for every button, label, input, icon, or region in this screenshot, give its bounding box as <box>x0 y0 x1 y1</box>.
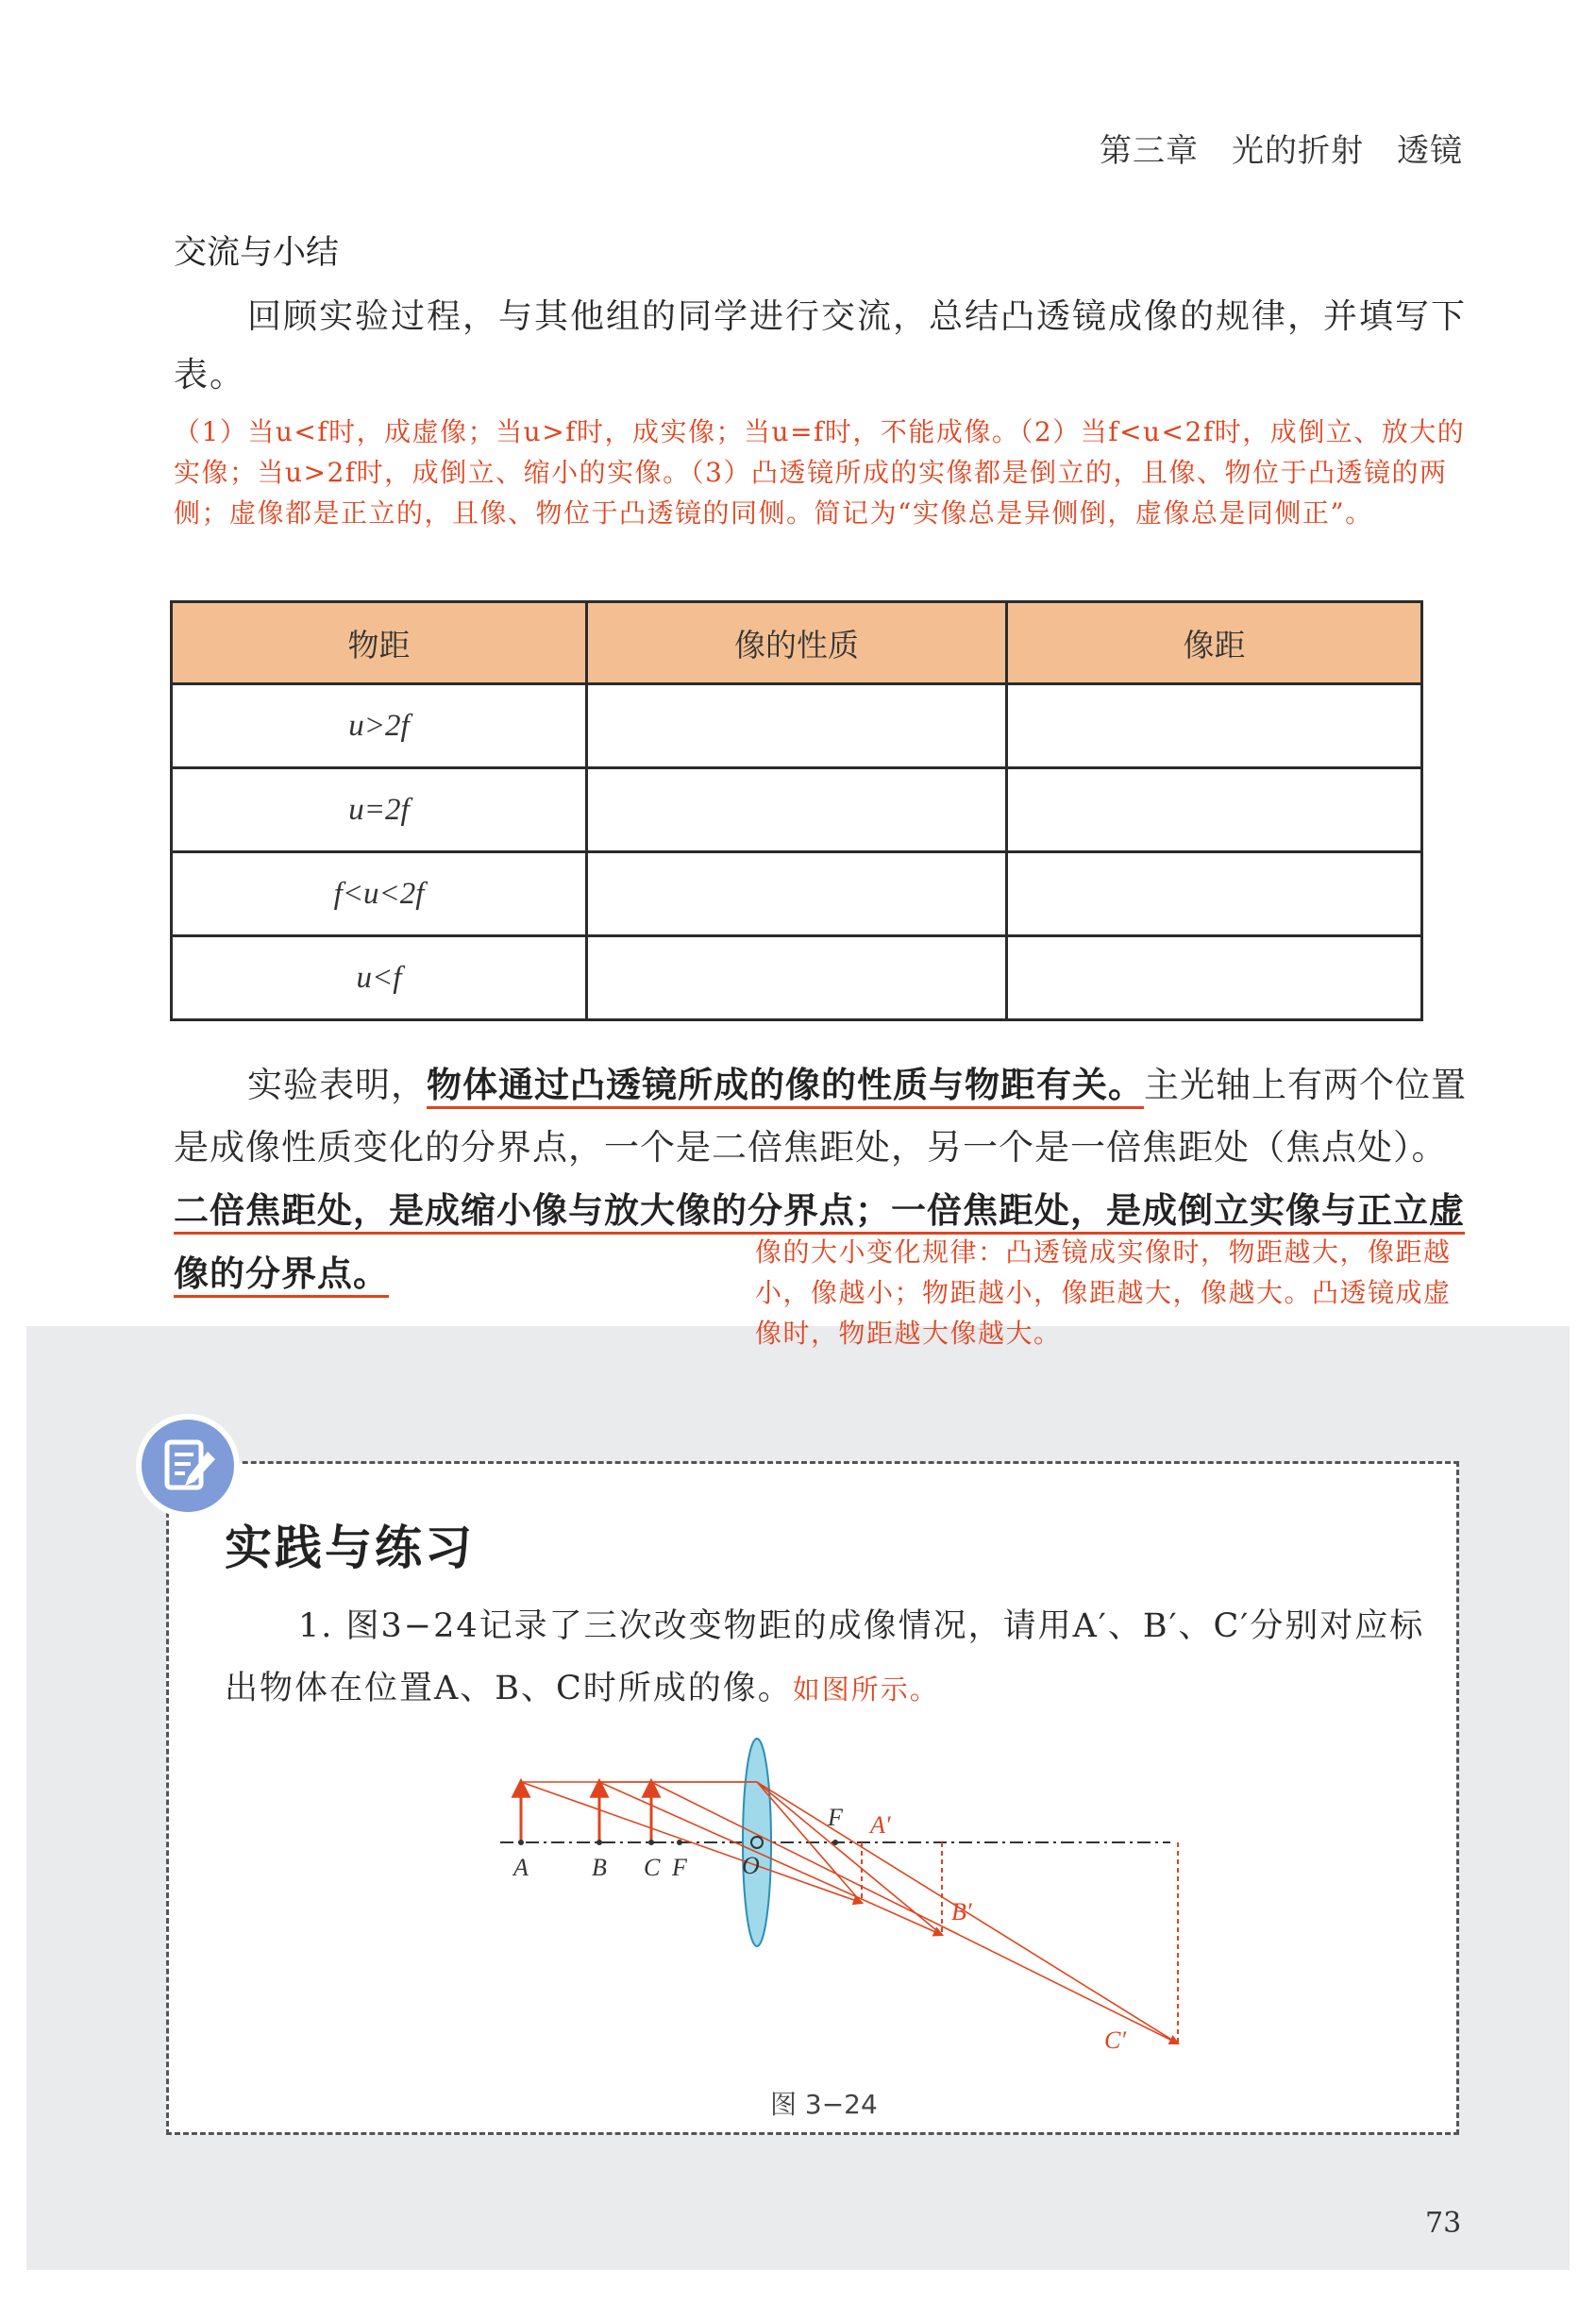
convex-lens-diagram <box>500 1737 1180 2080</box>
cell-image-nature[interactable] <box>587 768 1007 852</box>
cell-image-distance[interactable] <box>1007 684 1422 768</box>
label-B-prime: B′ <box>951 1898 972 1925</box>
label-C: C <box>644 1854 661 1881</box>
table-row <box>172 684 1422 768</box>
handwritten-note-summary: （1）当u<f时，成虚像；当u>f时，成实像；当u=f时，不能成像。（2）当f<u<2f时，成倒立、放大的实像；当u>2f时，成倒立、缩小的实像。（3）凸透镜所成的实像都是倒立的，且像、物位于凸透镜的两侧；虚像都是正立的，且像、物位于凸透镜的同侧。简记为“实像总是异侧倒，虚像总是同侧正”。 <box>174 416 1466 529</box>
page-number: 73 <box>1425 2207 1462 2240</box>
label-O: O <box>742 1852 760 1879</box>
convex-lens <box>743 1739 771 1946</box>
underlined-conclusion: 物体通过凸透镜所成的像的性质与物距有关。 <box>427 1064 1144 1105</box>
practice-title: 实践与练习 <box>225 1520 475 1575</box>
conclusion-middle: 主光轴上有两个位置是成像性质变化的分界点，一个是二倍焦距处，另一个是一倍焦距处（焦点处）。 <box>174 1065 1467 1168</box>
cell-object-distance: u=2f <box>172 768 587 852</box>
label-F-left: F <box>672 1854 687 1881</box>
cell-image-nature[interactable] <box>587 936 1007 1020</box>
label-F-right: F <box>828 1804 843 1831</box>
table-row <box>172 936 1422 1020</box>
cell-image-distance[interactable] <box>1007 936 1422 1020</box>
question-1 <box>225 1595 1442 1721</box>
header-object-distance: 物距 <box>172 602 587 684</box>
header-image-nature: 像的性质 <box>587 602 1007 684</box>
label-A: A <box>513 1854 529 1881</box>
table-row <box>172 852 1422 936</box>
table-header-row <box>172 602 1422 684</box>
header-image-distance: 像距 <box>1007 602 1422 684</box>
label-C-prime: C′ <box>1104 2026 1127 2054</box>
cell-object-distance: u>2f <box>172 684 587 768</box>
cell-object-distance: f<u<2f <box>172 852 587 936</box>
imaging-rules-table <box>170 600 1423 1021</box>
cell-image-nature[interactable] <box>587 852 1007 936</box>
cell-image-distance[interactable] <box>1007 852 1422 936</box>
label-A-prime: A′ <box>870 1811 891 1839</box>
pencil-note-icon <box>142 1420 234 1512</box>
cell-image-nature[interactable] <box>587 684 1007 768</box>
intro-paragraph: 回顾实验过程，与其他组的同学进行交流，总结凸透镜成像的规律，并填写下表。 <box>174 297 1468 395</box>
figure-caption: 图 3−24 <box>770 2089 878 2120</box>
section-title: 交流与小结 <box>174 234 340 272</box>
conclusion-lead: 实验表明， <box>247 1065 427 1105</box>
question-1-text: 1. 图3−24记录了三次改变物距的成像情况，请用A′、B′、C′分别对应标出物体在位置A、B、C时所成的像。 <box>225 1607 1425 1707</box>
handwritten-note-size-rule: 像的大小变化规律：凸透镜成实像时，物距越大，像距越小，像越小；物距越小，像距越大，像越大。凸透镜成虚像时，物距越大像越大。 <box>755 1236 1452 1349</box>
cell-object-distance: u<f <box>172 936 587 1020</box>
table-row <box>172 768 1422 852</box>
underlined-boundary-points: 二倍焦距处，是成缩小像与放大像的分界点；一倍焦距处，是成倒立实像与正立虚像的分界点。 <box>174 1189 1465 1294</box>
label-B: B <box>592 1854 607 1881</box>
ray-center-C <box>651 1782 1178 2043</box>
question-1-answer: 如图所示。 <box>792 1673 939 1706</box>
chapter-header: 第三章 光的折射 透镜 <box>1100 132 1463 170</box>
cell-image-distance[interactable] <box>1007 768 1422 852</box>
